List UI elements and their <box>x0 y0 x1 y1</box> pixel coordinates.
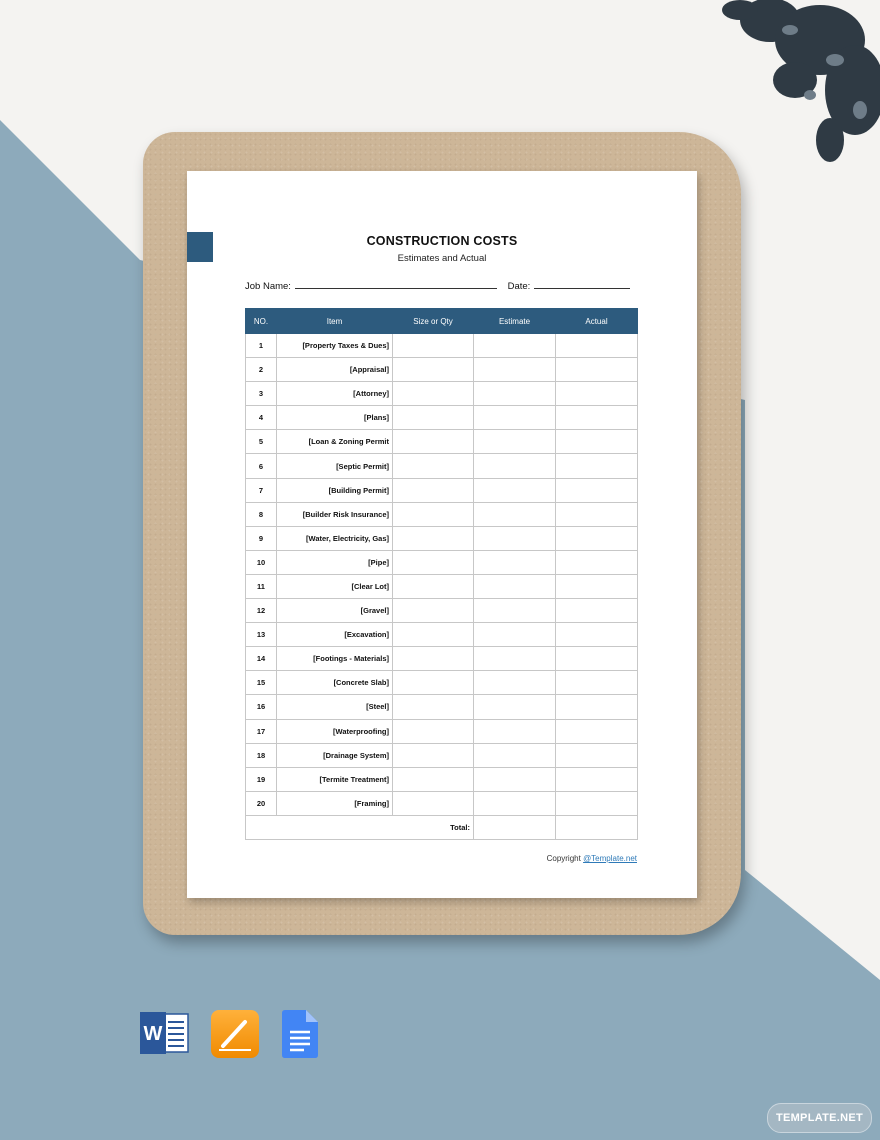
row-estimate-cell[interactable] <box>474 623 556 647</box>
row-actual-cell[interactable] <box>556 647 638 671</box>
row-number: 4 <box>246 406 277 430</box>
row-size-qty-cell[interactable] <box>393 695 474 719</box>
google-docs-icon[interactable] <box>282 1010 318 1058</box>
costs-table <box>245 308 638 840</box>
row-actual-cell[interactable] <box>556 623 638 647</box>
table-row <box>246 526 638 550</box>
row-actual-cell[interactable] <box>556 382 638 406</box>
row-estimate-cell[interactable] <box>474 647 556 671</box>
row-estimate-cell[interactable] <box>474 767 556 791</box>
table-row <box>246 574 638 598</box>
document-title: CONSTRUCTION COSTS <box>366 234 518 248</box>
row-number: 7 <box>246 478 277 502</box>
row-item: [Steel] <box>277 695 393 719</box>
row-number: 9 <box>246 526 277 550</box>
row-number: 20 <box>246 791 277 815</box>
table-row <box>246 334 638 358</box>
document-subtitle: Estimates and Actual <box>397 253 487 264</box>
header-actual: Actual <box>556 309 638 334</box>
row-item: [Plans] <box>277 406 393 430</box>
job-name-label: Job Name: <box>245 281 291 292</box>
job-name-field[interactable] <box>295 278 497 289</box>
row-estimate-cell[interactable] <box>474 334 556 358</box>
row-actual-cell[interactable] <box>556 550 638 574</box>
row-estimate-cell[interactable] <box>474 382 556 406</box>
row-number: 3 <box>246 382 277 406</box>
row-size-qty-cell[interactable] <box>393 358 474 382</box>
header-size-qty: Size or Qty <box>393 309 474 334</box>
row-item: [Property Taxes & Dues] <box>277 334 393 358</box>
row-item: [Waterproofing] <box>277 719 393 743</box>
header-item: Item <box>277 309 393 334</box>
row-actual-cell[interactable] <box>556 334 638 358</box>
row-size-qty-cell[interactable] <box>393 623 474 647</box>
row-actual-cell[interactable] <box>556 695 638 719</box>
row-estimate-cell[interactable] <box>474 478 556 502</box>
row-size-qty-cell[interactable] <box>393 406 474 430</box>
table-row <box>246 430 638 454</box>
row-size-qty-cell[interactable] <box>393 574 474 598</box>
row-size-qty-cell[interactable] <box>393 743 474 767</box>
row-item: [Excavation] <box>277 623 393 647</box>
copyright-link[interactable]: @Template.net <box>583 854 637 863</box>
total-actual-cell[interactable] <box>556 815 638 839</box>
row-estimate-cell[interactable] <box>474 599 556 623</box>
row-number: 2 <box>246 358 277 382</box>
row-size-qty-cell[interactable] <box>393 719 474 743</box>
row-actual-cell[interactable] <box>556 478 638 502</box>
row-number: 5 <box>246 430 277 454</box>
row-estimate-cell[interactable] <box>474 791 556 815</box>
row-number: 12 <box>246 599 277 623</box>
row-size-qty-cell[interactable] <box>393 526 474 550</box>
row-estimate-cell[interactable] <box>474 695 556 719</box>
row-estimate-cell[interactable] <box>474 358 556 382</box>
row-number: 16 <box>246 695 277 719</box>
row-estimate-cell[interactable] <box>474 550 556 574</box>
document-page <box>187 171 697 898</box>
row-number: 8 <box>246 502 277 526</box>
table-row <box>246 382 638 406</box>
row-number: 11 <box>246 574 277 598</box>
row-item: [Water, Electricity, Gas] <box>277 526 393 550</box>
row-item: [Pipe] <box>277 550 393 574</box>
row-actual-cell[interactable] <box>556 671 638 695</box>
row-number: 13 <box>246 623 277 647</box>
job-info-row <box>245 278 630 292</box>
row-size-qty-cell[interactable] <box>393 454 474 478</box>
row-actual-cell[interactable] <box>556 599 638 623</box>
row-estimate-cell[interactable] <box>474 430 556 454</box>
row-number: 15 <box>246 671 277 695</box>
date-field[interactable] <box>534 278 630 289</box>
row-item: [Clear Lot] <box>277 574 393 598</box>
pages-icon[interactable] <box>211 1010 259 1058</box>
row-number: 1 <box>246 334 277 358</box>
row-item: [Septic Permit] <box>277 454 393 478</box>
row-item: [Drainage System] <box>277 743 393 767</box>
row-item: [Builder Risk Insurance] <box>277 502 393 526</box>
row-estimate-cell[interactable] <box>474 671 556 695</box>
row-actual-cell[interactable] <box>556 358 638 382</box>
table-row <box>246 695 638 719</box>
row-number: 18 <box>246 743 277 767</box>
row-size-qty-cell[interactable] <box>393 671 474 695</box>
row-actual-cell[interactable] <box>556 719 638 743</box>
row-item: [Loan & Zoning Permit <box>277 430 393 454</box>
row-number: 14 <box>246 647 277 671</box>
header-estimate: Estimate <box>474 309 556 334</box>
header-no: NO. <box>246 309 277 334</box>
row-number: 6 <box>246 454 277 478</box>
total-row <box>246 815 638 839</box>
row-item: [Footings - Materials] <box>277 647 393 671</box>
table-row <box>246 743 638 767</box>
row-item: [Termite Treatment] <box>277 767 393 791</box>
row-actual-cell[interactable] <box>556 767 638 791</box>
row-size-qty-cell[interactable] <box>393 767 474 791</box>
row-actual-cell[interactable] <box>556 454 638 478</box>
row-estimate-cell[interactable] <box>474 502 556 526</box>
row-estimate-cell[interactable] <box>474 719 556 743</box>
table-header-row <box>246 309 638 334</box>
row-estimate-cell[interactable] <box>474 574 556 598</box>
table-row <box>246 767 638 791</box>
row-estimate-cell[interactable] <box>474 406 556 430</box>
row-item: [Concrete Slab] <box>277 671 393 695</box>
copyright-text: Copyright <box>546 854 584 863</box>
copyright <box>547 854 637 863</box>
row-estimate-cell[interactable] <box>474 454 556 478</box>
table-row <box>246 454 638 478</box>
table-row <box>246 719 638 743</box>
row-size-qty-cell[interactable] <box>393 550 474 574</box>
row-item: [Building Permit] <box>277 478 393 502</box>
row-actual-cell[interactable] <box>556 430 638 454</box>
row-size-qty-cell[interactable] <box>393 430 474 454</box>
table-row <box>246 550 638 574</box>
table-row <box>246 623 638 647</box>
row-actual-cell[interactable] <box>556 791 638 815</box>
row-size-qty-cell[interactable] <box>393 478 474 502</box>
row-estimate-cell[interactable] <box>474 743 556 767</box>
template-net-badge[interactable]: TEMPLATE.NET <box>767 1103 872 1133</box>
table-row <box>246 406 638 430</box>
row-actual-cell[interactable] <box>556 406 638 430</box>
table-row <box>246 358 638 382</box>
total-estimate-cell[interactable] <box>474 815 556 839</box>
total-label: Total: <box>246 815 474 839</box>
row-item: [Framing] <box>277 791 393 815</box>
table-row <box>246 671 638 695</box>
row-actual-cell[interactable] <box>556 574 638 598</box>
row-number: 19 <box>246 767 277 791</box>
date-label: Date: <box>507 281 531 292</box>
row-item: [Gravel] <box>277 599 393 623</box>
row-size-qty-cell[interactable] <box>393 334 474 358</box>
table-row <box>246 599 638 623</box>
row-number: 17 <box>246 719 277 743</box>
row-actual-cell[interactable] <box>556 743 638 767</box>
word-icon[interactable] <box>140 1010 190 1056</box>
table-row <box>246 647 638 671</box>
row-item: [Attorney] <box>277 382 393 406</box>
row-size-qty-cell[interactable] <box>393 647 474 671</box>
row-item: [Appraisal] <box>277 358 393 382</box>
svg-text:W: W <box>143 1023 163 1045</box>
row-size-qty-cell[interactable] <box>393 791 474 815</box>
row-estimate-cell[interactable] <box>474 526 556 550</box>
row-actual-cell[interactable] <box>556 502 638 526</box>
table-row <box>246 502 638 526</box>
table-row <box>246 478 638 502</box>
row-size-qty-cell[interactable] <box>393 382 474 406</box>
row-size-qty-cell[interactable] <box>393 599 474 623</box>
row-actual-cell[interactable] <box>556 526 638 550</box>
row-number: 10 <box>246 550 277 574</box>
row-size-qty-cell[interactable] <box>393 502 474 526</box>
table-row <box>246 791 638 815</box>
